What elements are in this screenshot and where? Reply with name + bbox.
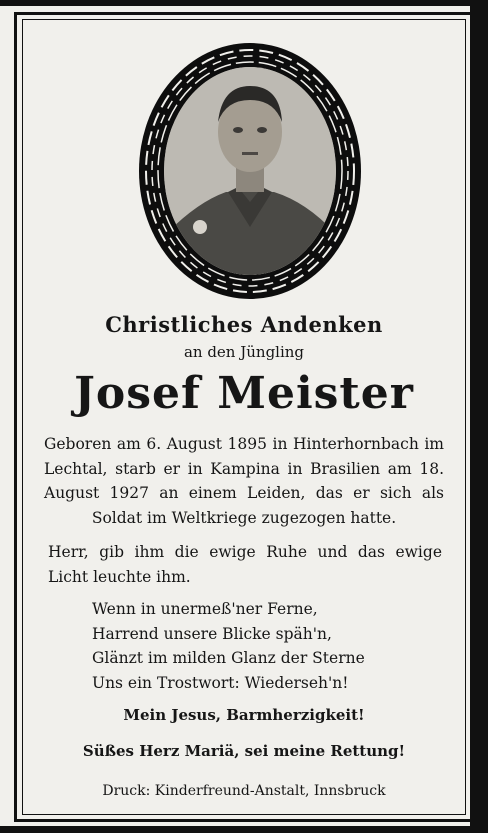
card-subheading: an den Jüngling — [183, 343, 305, 361]
invocation-heart: Süßes Herz Mariä, sei meine Rettung! — [82, 742, 406, 760]
verse-line: Wenn in unermeß'ner Ferne, — [92, 600, 318, 618]
verse-block — [92, 597, 422, 695]
printer-credit: Druck: Kinderfreund-Anstalt, Innsbruck — [102, 783, 386, 799]
verse-line: Harrend unsere Blicke späh'n, — [92, 624, 332, 643]
verse-line: Uns ein Trostwort: Wiederseh'n! — [92, 673, 349, 692]
right-dark-edge — [470, 0, 488, 833]
bottom-dark-edge — [0, 826, 488, 833]
biography-text: Geboren am 6. August 1895 in Hinterhornbach im Lechtal, starb er in Kampina in Brasilien am 18. August 1927 an einem Leiden, das er sich als Soldat im Weltkriege zugezogen hatte. — [44, 435, 444, 527]
prayer-text: Herr, gib ihm die ewige Ruhe und das ewige Licht leuchte ihm. — [48, 543, 442, 586]
portrait-frame — [138, 42, 362, 300]
top-dark-edge — [0, 0, 488, 6]
verse-line: Glänzt im milden Glanz der Sterne — [92, 649, 365, 667]
card-heading: Christliches Andenken — [105, 312, 383, 337]
portrait-image — [138, 42, 362, 300]
deceased-name: Josef Meister — [74, 368, 414, 419]
invocation-mercy: Mein Jesus, Barmherzigkeit! — [123, 706, 365, 724]
